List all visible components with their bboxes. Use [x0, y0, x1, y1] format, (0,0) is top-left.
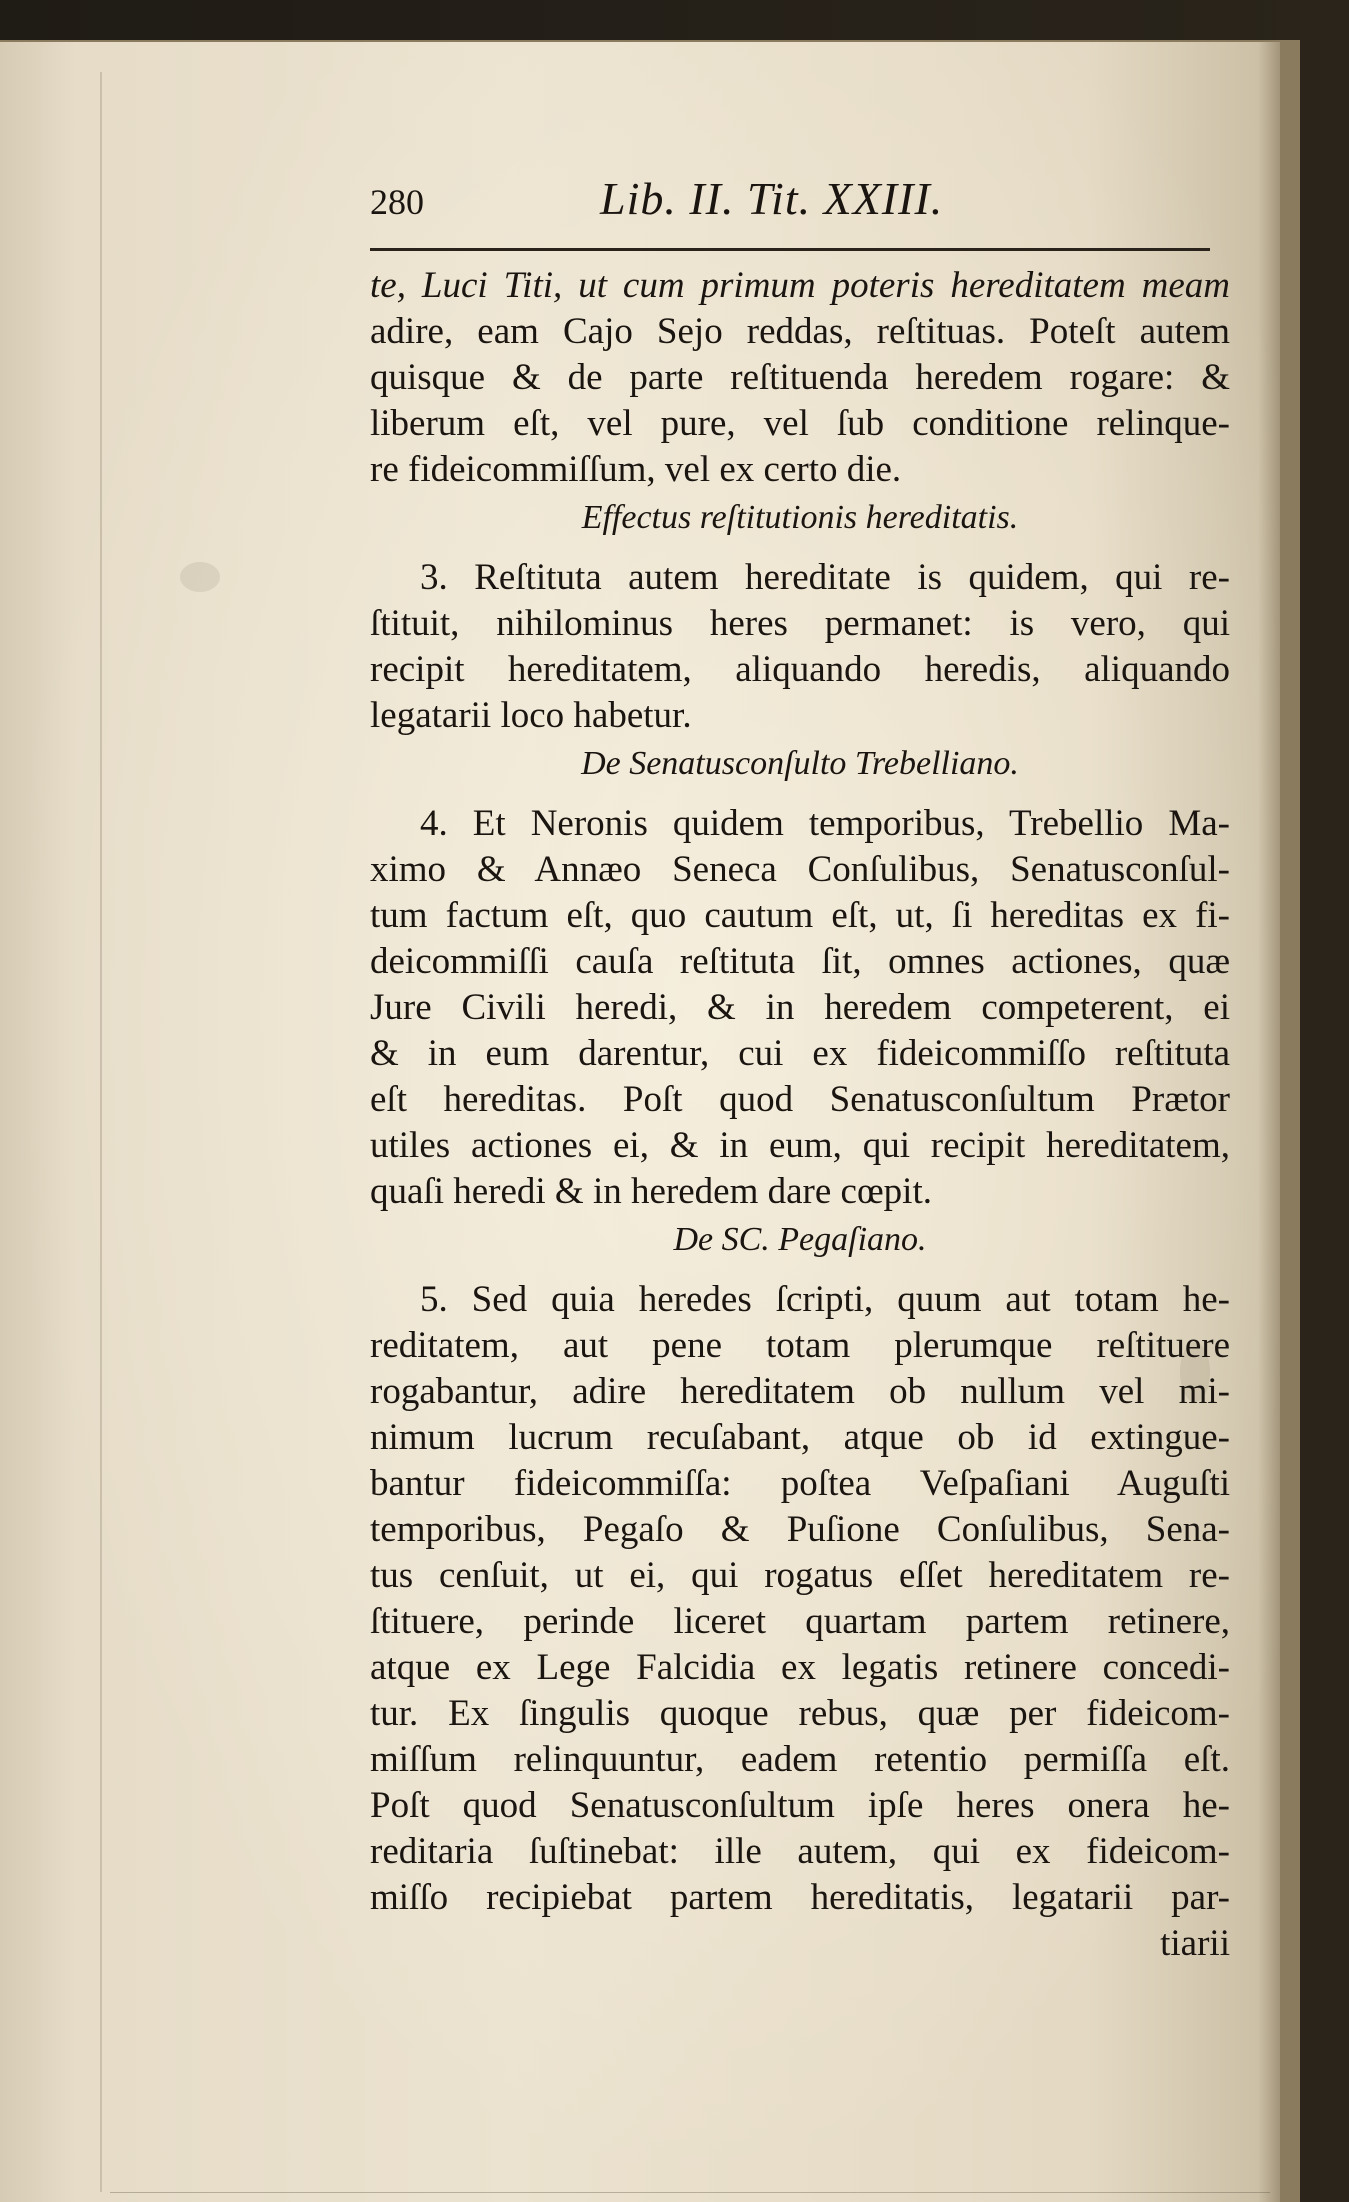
- text-line: tur. Ex ſingulis quoque rebus, quæ per fideicom-: [370, 1693, 1230, 1734]
- fold-line: [100, 72, 102, 2192]
- text-line: te, Luci Titi, ut cum primum poteris hereditatem meam: [370, 265, 1230, 306]
- text-line: re fideicommiſſum, vel ex certo die.: [370, 449, 902, 490]
- text-line: recipit hereditatem, aliquando heredis, aliquando: [370, 649, 1230, 690]
- section-heading: De SC. Pegaſiano.: [673, 1221, 927, 1258]
- text-line: adire, eam Cajo Sejo reddas, reſtituas. Poteſt autem: [370, 311, 1230, 352]
- text-line: & in eum darentur, cui ex fideicommiſſo reſtituta: [370, 1033, 1230, 1074]
- text-line: 5. Sed quia heredes ſcripti, quum aut totam he-: [420, 1279, 1230, 1320]
- text-line: ſtituere, perinde liceret quartam partem retinere,: [370, 1601, 1230, 1642]
- text-line: liberum eſt, vel pure, vel ſub conditione relinque-: [370, 403, 1230, 444]
- text-line: rogabantur, adire hereditatem ob nullum vel mi-: [370, 1371, 1230, 1412]
- running-title: Lib. II. Tit. XXIII.: [600, 173, 944, 224]
- text-line: nimum lucrum recuſabant, atque ob id extingue-: [370, 1417, 1230, 1458]
- page-number: 280: [370, 182, 424, 222]
- paper-stain: [180, 562, 220, 592]
- text-line: temporibus, Pegaſo & Puſione Conſulibus, Sena-: [370, 1509, 1230, 1550]
- page-paper: [0, 42, 1280, 2202]
- text-line: quaſi heredi & in heredem dare cœpit.: [370, 1171, 932, 1212]
- text-line: miſſo recipiebat partem hereditatis, legatarii par-: [370, 1877, 1230, 1918]
- running-head: [370, 172, 1230, 244]
- text-line: reditatem, aut pene totam plerumque reſtituere: [370, 1325, 1230, 1366]
- text-line: Poſt quod Senatusconſultum ipſe heres onera he-: [370, 1785, 1230, 1826]
- text-line: 4. Et Neronis quidem temporibus, Trebellio Ma-: [420, 803, 1230, 844]
- text-line: 3. Reſtituta autem hereditate is quidem, qui re-: [420, 557, 1230, 598]
- bottom-rule: [110, 2192, 1270, 2193]
- section-heading: Effectus reſtitutionis hereditatis.: [581, 499, 1019, 536]
- text-line: ſtituit, nihilominus heres permanet: is vero, qui: [370, 603, 1230, 644]
- text-line: bantur fideicommiſſa: poſtea Veſpaſiani Auguſti: [370, 1463, 1230, 1504]
- text-line: tus cenſuit, ut ei, qui rogatus eſſet hereditatem re-: [370, 1555, 1230, 1596]
- text-line: legatarii loco habetur.: [370, 695, 692, 736]
- text-line: tum factum eſt, quo cautum eſt, ut, ſi hereditas ex fi-: [370, 895, 1230, 936]
- page-edge: [1258, 42, 1280, 2202]
- body-text: [370, 263, 1230, 1967]
- text-line: deicommiſſi cauſa reſtituta ſit, omnes actiones, quæ: [370, 941, 1230, 982]
- section-heading: De Senatusconſulto Trebelliano.: [581, 745, 1019, 782]
- text-line: atque ex Lege Falcidia ex legatis retinere concedi-: [370, 1647, 1230, 1688]
- text-line: ximo & Annæo Seneca Conſulibus, Senatusconſul-: [370, 849, 1230, 890]
- text-line: quisque & de parte reſtituenda heredem rogare: &: [370, 357, 1230, 398]
- catchword: tiarii: [1160, 1923, 1230, 1964]
- text-line: Jure Civili heredi, & in heredem competerent, ei: [370, 987, 1230, 1028]
- text-line: miſſum relinquuntur, eadem retentio permiſſa eſt.: [370, 1739, 1230, 1780]
- text-line: utiles actiones ei, & in eum, qui recipit hereditatem,: [370, 1125, 1230, 1166]
- text-line: eſt hereditas. Poſt quod Senatusconſultum Prætor: [370, 1079, 1230, 1120]
- text-block: [370, 172, 1230, 1967]
- text-line: reditaria ſuſtinebat: ille autem, qui ex fideicom-: [370, 1831, 1230, 1872]
- head-rule: [370, 248, 1210, 251]
